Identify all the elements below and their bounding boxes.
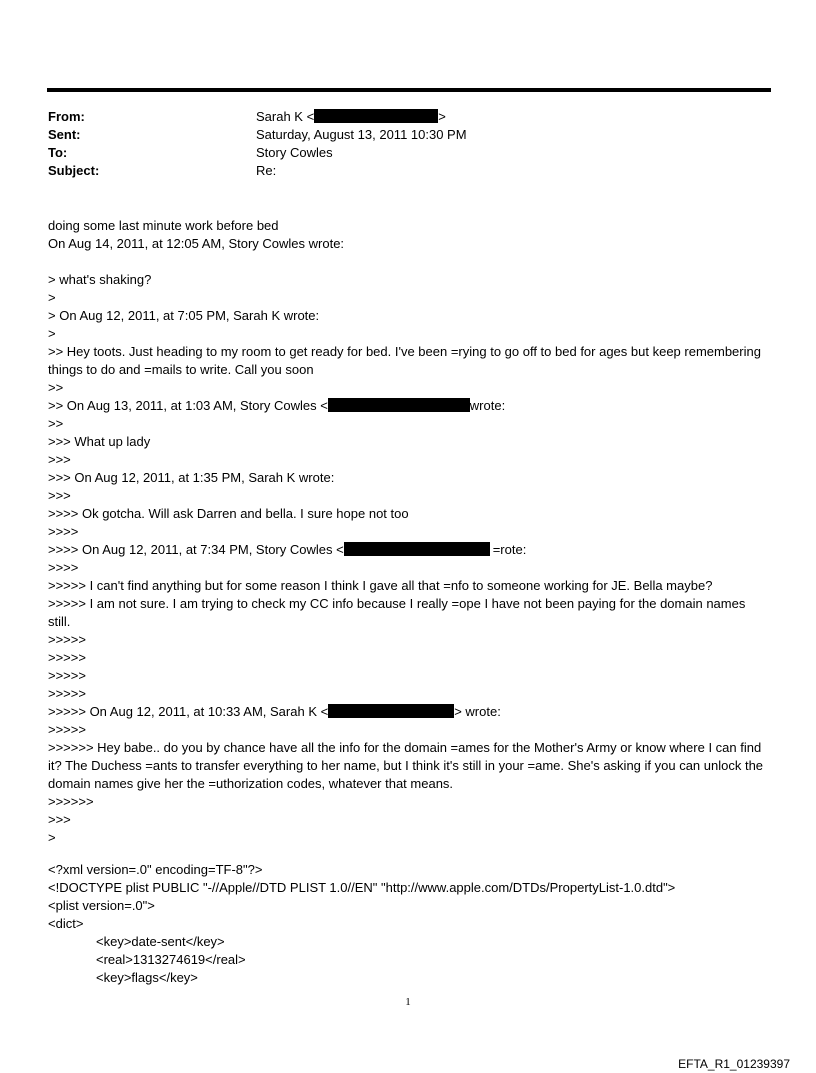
body-line: >>> What up lady [48,434,151,449]
plist-block [48,861,675,987]
body-line: >>> [48,488,71,503]
from-name: Sarah K < [256,109,315,124]
document-id: EFTA_R1_01239397 [678,1057,790,1071]
subject-label: Subject: [48,163,100,178]
redaction-box [328,398,470,412]
plist-line: <!DOCTYPE plist PUBLIC "-//Apple//DTD PLIST 1.0//EN" "http://www.apple.com/DTDs/PropertyList-1.0.dtd"> [48,880,676,895]
sent-label: Sent: [48,127,81,142]
from-close: > [438,109,446,124]
from-value [256,108,446,126]
to-label: To: [48,145,68,160]
body-line [48,397,770,415]
body-line: >>>>> I can't find anything but for some reason I think I gave all that =nfo to someone working for JE. Bella maybe? [48,578,713,593]
body-line: >> Hey toots. Just heading to my room to get ready for bed. I've been =rying to go off to bed for ages but keep remembering things to do and =mails to write. Call you soon [48,344,761,377]
body-line: >>>>>> [48,794,94,809]
body-line: >>>>> I am not sure. I am trying to check my CC info because I really =ope I have not been paying for the domain names still. [48,596,746,629]
body-line: >>>>>> Hey babe.. do you by chance have all the info for the domain =ames for the Mother's Army or know where I can find it? The Duchess =ants to transfer everything to her name, but I think it's still in your =ame. She's asking if you can unlock the domain names give her the =uthorization codes, whatever that means. [48,740,764,791]
email-body [48,217,770,847]
plist-line: <real>1313274619</real> [96,952,246,967]
plist-line: <dict> [48,916,84,931]
body-line: >>> [48,812,71,827]
body-line: >>>> Ok gotcha. Will ask Darren and bella. I sure hope not too [48,506,409,521]
header-rule [47,88,771,92]
quote-header-text: >>>> On Aug 12, 2011, at 7:34 PM, Story Cowles < [48,542,344,557]
plist-line: <key>date-sent</key> [96,934,225,949]
body-line: > [48,830,56,845]
body-line: >>>>> [48,650,86,665]
body-line: >>>> [48,560,79,575]
sent-value: Saturday, August 13, 2011 10:30 PM [256,127,467,142]
body-line: doing some last minute work before bed [48,218,279,233]
body-line: >>>> [48,524,79,539]
plist-line: <plist version=.0"> [48,898,155,913]
from-label: From: [48,109,85,124]
body-line: > [48,326,56,341]
subject-row [48,162,467,180]
body-line: >> [48,380,64,395]
blank-line [48,253,770,271]
quote-header-tail: =rote: [492,542,527,557]
body-line [48,703,770,721]
plist-line: <key>flags</key> [96,970,198,985]
body-line: >>>>> [48,686,86,701]
body-line: > what's shaking? [48,272,152,287]
to-value: Story Cowles [256,145,333,160]
quote-header-text: >>>>> On Aug 12, 2011, at 10:33 AM, Sarah K < [48,704,329,719]
redaction-box [314,109,438,123]
quote-header-tail: > wrote: [454,704,501,719]
body-line: >>>>> [48,668,86,683]
body-line: > On Aug 12, 2011, at 7:05 PM, Sarah K wrote: [48,308,320,323]
quote-header-text: >> On Aug 13, 2011, at 1:03 AM, Story Cowles < [48,398,328,413]
body-line: On Aug 14, 2011, at 12:05 AM, Story Cowles wrote: [48,236,345,251]
subject-value: Re: [256,163,277,178]
to-row [48,144,467,162]
body-line [48,541,770,559]
body-line: >>> On Aug 12, 2011, at 1:35 PM, Sarah K wrote: [48,470,335,485]
page-number: 1 [405,996,411,1008]
email-header [48,108,467,180]
plist-line: <?xml version=.0" encoding=TF-8"?> [48,862,263,877]
body-line: >> [48,416,64,431]
body-line: >>> [48,452,71,467]
quote-header-tail: wrote: [469,398,506,413]
sent-row [48,126,467,144]
from-row [48,108,467,126]
body-line: > [48,290,56,305]
redaction-box [344,542,490,556]
body-line: >>>>> [48,722,86,737]
redaction-box [328,704,454,718]
body-line: >>>>> [48,632,86,647]
